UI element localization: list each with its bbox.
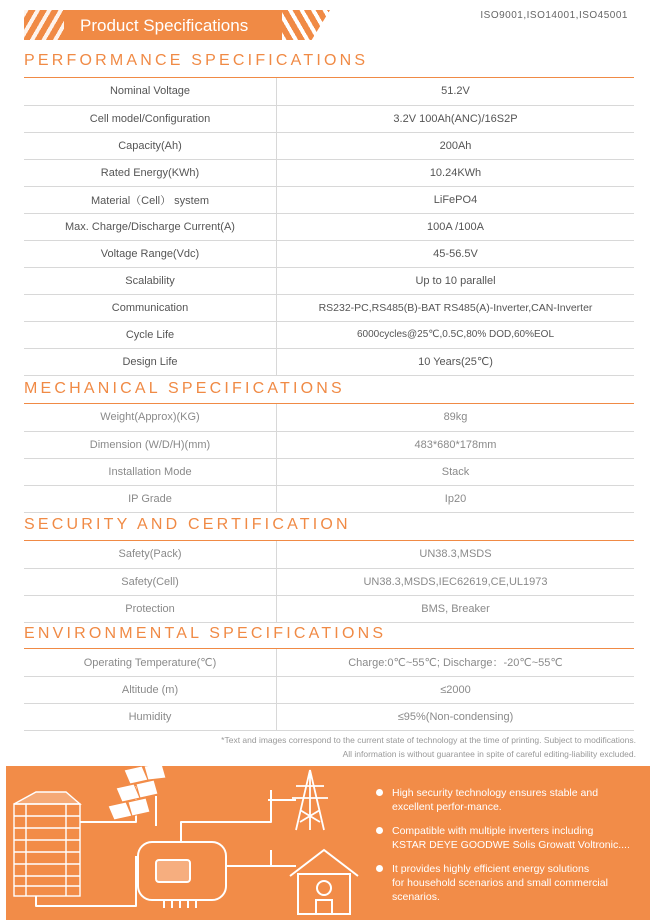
performance-spec-table (24, 78, 634, 376)
spec-value: 3.2V 100Ah(ANC)/16S2P (277, 105, 635, 132)
table-row (24, 676, 634, 703)
connection-line (226, 850, 271, 866)
table-row (24, 78, 634, 105)
spec-value: 89kg (277, 404, 635, 431)
table-row (24, 267, 634, 294)
spec-value: Ip20 (277, 485, 635, 512)
table-row (24, 294, 634, 321)
table-row (24, 321, 634, 348)
spec-value: 100A /100A (277, 213, 635, 240)
spec-label: Voltage Range(Vdc) (24, 240, 277, 267)
mechanical-section-title: MECHANICAL SPECIFICATIONS (24, 380, 345, 397)
spec-label: Communication (24, 294, 277, 321)
battery-rack-icon (14, 792, 80, 896)
spec-value: UN38.3,MSDS,IEC62619,CE,UL1973 (277, 568, 635, 595)
spec-value: UN38.3,MSDS (277, 541, 635, 568)
spec-label: Capacity(Ah) (24, 132, 277, 159)
system-diagram-illustration (6, 766, 366, 920)
table-row (24, 213, 634, 240)
spec-value: 483*680*178mm (277, 431, 635, 458)
feature-text: High security technology ensures stable and (392, 787, 599, 799)
spec-value: 10 Years(25℃) (277, 348, 635, 375)
spec-value: Stack (277, 458, 635, 485)
table-row (24, 105, 634, 132)
footnote-line: All information is without guarantee in spite of careful editing-liability excluded. (342, 749, 636, 759)
table-row (24, 649, 634, 676)
table-row (24, 186, 634, 213)
table-row (24, 348, 634, 375)
table-row (24, 568, 634, 595)
page-title: Product Specifications (80, 16, 249, 35)
table-row (24, 485, 634, 512)
security-section-title: SECURITY AND CERTIFICATION (24, 516, 351, 533)
feature-text: Compatible with multiple inverters including (392, 825, 594, 837)
spec-label: Scalability (24, 267, 277, 294)
feature-item (376, 786, 646, 814)
feature-text: KSTAR DEYE GOODWE Solis Growatt Voltronic.... (392, 839, 630, 851)
spec-label: Safety(Pack) (24, 541, 277, 568)
house-icon (290, 850, 358, 914)
feature-text: It provides highly efficient energy solutions (392, 863, 590, 875)
feature-text: for household scenarios and small commercial (392, 877, 608, 889)
spec-label: Rated Energy(KWh) (24, 159, 277, 186)
table-row (24, 595, 634, 622)
spec-label: Humidity (24, 703, 277, 730)
table-row (24, 541, 634, 568)
table-row (24, 703, 634, 730)
feature-item (376, 862, 646, 904)
spec-value: ≤2000 (277, 676, 635, 703)
table-row (24, 458, 634, 485)
table-row (24, 159, 634, 186)
spec-value: BMS, Breaker (277, 595, 635, 622)
spec-label: Dimension (W/D/H)(mm) (24, 431, 277, 458)
spec-value: 45-56.5V (277, 240, 635, 267)
iso-certifications: ISO9001,ISO14001,ISO45001 (480, 10, 628, 21)
spec-label: IP Grade (24, 485, 277, 512)
spec-value: Charge:0℃~55℃; Discharge：-20℃~55℃ (277, 649, 635, 676)
inverter-icon (138, 842, 226, 908)
spec-label: Operating Temperature(℃) (24, 649, 277, 676)
table-row (24, 240, 634, 267)
spec-label: Weight(Approx)(KG) (24, 404, 277, 431)
disclaimer-footnote (221, 733, 636, 761)
spec-label: Design Life (24, 348, 277, 375)
spec-value: Up to 10 parallel (277, 267, 635, 294)
spec-label: Protection (24, 595, 277, 622)
banner-stripes-left (24, 10, 64, 40)
spec-value: RS232-PC,RS485(B)-BAT RS485(A)-Inverter,CAN-Inverter (277, 294, 635, 321)
spec-label: Max. Charge/Discharge Current(A) (24, 213, 277, 240)
feature-list (376, 786, 646, 914)
power-tower-icon (292, 770, 328, 830)
spec-label: Altitude (m) (24, 676, 277, 703)
spec-label: Installation Mode (24, 458, 277, 485)
footnote-line: *Text and images correspond to the current state of technology at the time of printing. Subject to modifications. (221, 735, 636, 745)
security-spec-table (24, 541, 634, 623)
spec-label: Cycle Life (24, 321, 277, 348)
feature-banner (6, 766, 650, 920)
feature-text: excellent perfor-mance. (392, 801, 502, 813)
spec-value: 6000cycles@25℃,0.5C,80% DOD,60%EOL (277, 321, 635, 348)
performance-section-title: PERFORMANCE SPECIFICATIONS (24, 52, 369, 69)
spec-label: Nominal Voltage (24, 78, 277, 105)
spec-value: 200Ah (277, 132, 635, 159)
mechanical-spec-table (24, 404, 634, 513)
spec-value: ≤95%(Non-condensing) (277, 703, 635, 730)
feature-item (376, 824, 646, 852)
environmental-spec-table (24, 649, 634, 731)
spec-label: Cell model/Configuration (24, 105, 277, 132)
spec-value: LiFePO4 (277, 186, 635, 213)
environmental-section-title: ENVIRONMENTAL SPECIFICATIONS (24, 625, 387, 642)
banner-stripes-right (282, 10, 330, 40)
spec-value: 51.2V (277, 78, 635, 105)
spec-value: 10.24KWh (277, 159, 635, 186)
feature-text: scenarios. (392, 891, 440, 903)
spec-label: Safety(Cell) (24, 568, 277, 595)
table-row (24, 431, 634, 458)
table-row (24, 404, 634, 431)
spec-label: Material（Cell） system (24, 186, 277, 213)
table-row (24, 132, 634, 159)
